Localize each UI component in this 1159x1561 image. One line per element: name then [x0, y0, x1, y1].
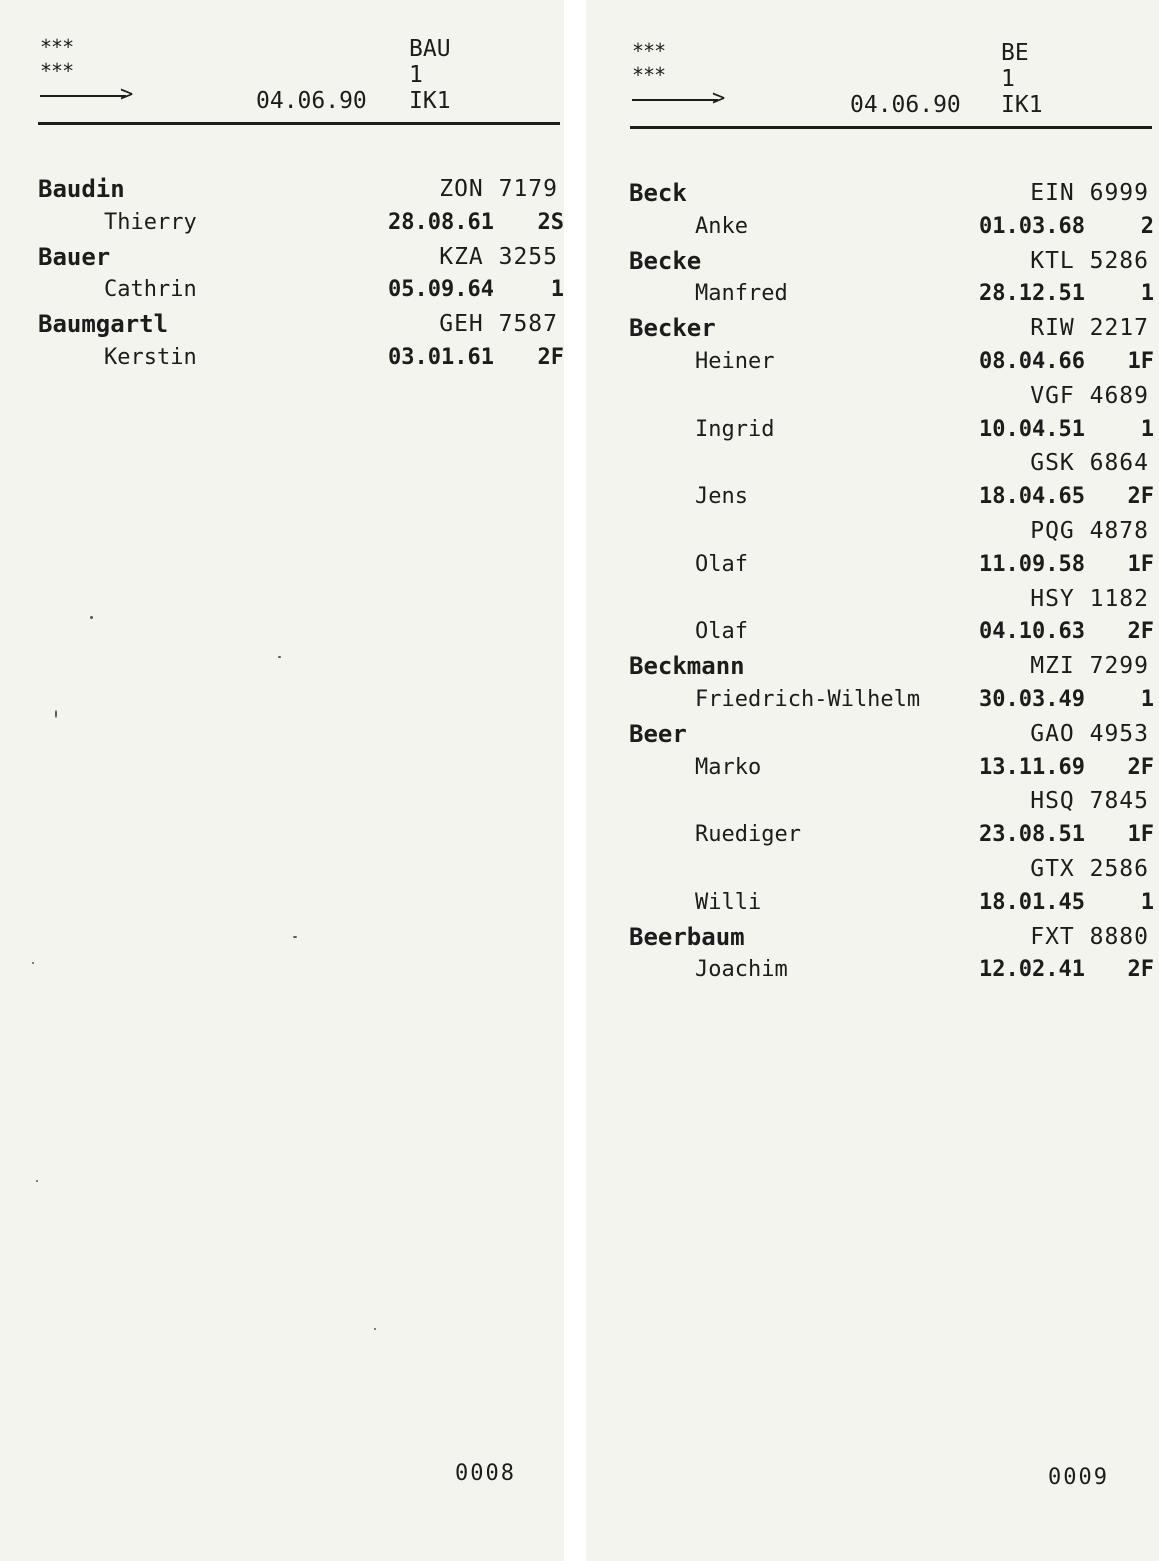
asterisk-marker-line-1: ***: [632, 39, 666, 63]
paper-speck: [36, 1180, 38, 1182]
surname: Baudin: [38, 175, 125, 203]
surname: Beck: [629, 179, 687, 207]
given-name: Marko: [695, 754, 762, 780]
class-code: 2: [1140, 213, 1154, 239]
arrow-icon: >: [40, 86, 140, 106]
paper-speck: [293, 936, 297, 938]
print-date: 04.06.90: [256, 88, 367, 114]
class-code: 1: [1140, 889, 1154, 915]
print-date: 04.06.90: [850, 92, 961, 118]
given-name: Manfred: [695, 281, 788, 307]
personal-id: RIW 2217: [1030, 315, 1149, 342]
personal-id: HSY 1182: [1030, 585, 1149, 612]
surname: Beckmann: [629, 652, 745, 681]
page-code: BAU: [409, 36, 451, 62]
given-name: Willi: [695, 889, 762, 915]
personal-id: ZON 7179: [439, 176, 558, 202]
page-code: BE: [1001, 40, 1029, 66]
personal-id: KZA 3255: [439, 243, 558, 270]
class-code: 2F: [1127, 754, 1154, 780]
given-name: Ruediger: [695, 822, 801, 848]
given-name: Olaf: [695, 551, 748, 577]
list-code: IK1: [1001, 92, 1043, 118]
personal-id: GEH 7587: [439, 311, 558, 338]
asterisk-marker-line-2: ***: [632, 63, 666, 87]
surname: Bauer: [38, 242, 111, 271]
header-rule: [630, 126, 1152, 129]
page-number-code: 1: [409, 62, 423, 88]
personal-id: KTL 5286: [1030, 247, 1149, 274]
personal-id: GSK 6864: [1030, 450, 1149, 477]
birth-date: 18.04.65: [979, 484, 1085, 510]
given-name: Anke: [695, 213, 748, 239]
asterisk-marker-line-1: ***: [40, 35, 74, 59]
birth-date: 04.10.63: [979, 619, 1085, 645]
class-code: 2F: [537, 345, 564, 370]
paper-speck: [374, 1328, 376, 1330]
given-name: Ingrid: [695, 416, 775, 442]
page-number-code: 1: [1001, 66, 1015, 92]
right-page: [586, 0, 1159, 1561]
left-page: [0, 0, 564, 1561]
given-name: Thierry: [104, 209, 197, 235]
class-code: 1: [550, 277, 564, 303]
personal-id: PQG 4878: [1030, 518, 1149, 544]
birth-date: 23.08.51: [979, 822, 1085, 848]
birth-date: 10.04.51: [979, 416, 1085, 442]
class-code: 1: [1140, 416, 1154, 442]
paper-speck: [90, 616, 93, 619]
class-code: 2F: [1127, 484, 1154, 510]
given-name: Jens: [695, 484, 748, 510]
personal-id: GTX 2586: [1030, 856, 1149, 882]
arrow-icon: >: [632, 90, 732, 110]
personal-id: FXT 8880: [1030, 923, 1149, 950]
birth-date: 12.02.41: [979, 957, 1085, 983]
surname: Becker: [629, 314, 716, 343]
birth-date: 11.09.58: [979, 551, 1085, 577]
paper-speck: [55, 710, 57, 718]
given-name: Heiner: [695, 349, 775, 374]
list-code: IK1: [409, 88, 451, 114]
class-code: 2F: [1127, 957, 1154, 983]
given-name: Joachim: [695, 957, 788, 983]
given-name: Cathrin: [104, 277, 197, 303]
class-code: 2S: [537, 209, 564, 235]
class-code: 1F: [1127, 349, 1154, 374]
class-code: 2F: [1127, 619, 1154, 645]
page-footer-number: 0009: [1048, 1465, 1109, 1490]
class-code: 1F: [1127, 822, 1154, 848]
birth-date: 13.11.69: [979, 754, 1085, 780]
surname: Beer: [629, 719, 687, 748]
paper-speck: [32, 962, 34, 964]
personal-id: MZI 7299: [1030, 653, 1149, 680]
header-rule: [38, 122, 560, 125]
birth-date: 05.09.64: [388, 277, 494, 303]
surname: Baumgartl: [38, 310, 169, 339]
personal-id: EIN 6999: [1030, 180, 1149, 206]
given-name: Olaf: [695, 619, 748, 645]
birth-date: 28.08.61: [388, 209, 494, 235]
birth-date: 08.04.66: [979, 349, 1085, 374]
personal-id: GAO 4953: [1030, 720, 1149, 747]
birth-date: 18.01.45: [979, 889, 1085, 915]
given-name: Kerstin: [104, 345, 197, 370]
paper-speck: [278, 656, 281, 658]
birth-date: 28.12.51: [979, 281, 1085, 307]
personal-id: HSQ 7845: [1030, 788, 1149, 815]
birth-date: 30.03.49: [979, 687, 1085, 712]
page-gutter: [564, 0, 586, 1561]
class-code: 1F: [1127, 551, 1154, 577]
surname: Beerbaum: [629, 922, 745, 951]
birth-date: 01.03.68: [979, 213, 1085, 239]
given-name: Friedrich-Wilhelm: [695, 687, 921, 712]
page-footer-number: 0008: [455, 1461, 516, 1486]
surname: Becke: [629, 246, 702, 275]
class-code: 1: [1140, 281, 1154, 307]
personal-id: VGF 4689: [1030, 382, 1149, 409]
asterisk-marker-line-2: ***: [40, 59, 74, 83]
birth-date: 03.01.61: [388, 345, 494, 370]
class-code: 1: [1140, 687, 1154, 712]
